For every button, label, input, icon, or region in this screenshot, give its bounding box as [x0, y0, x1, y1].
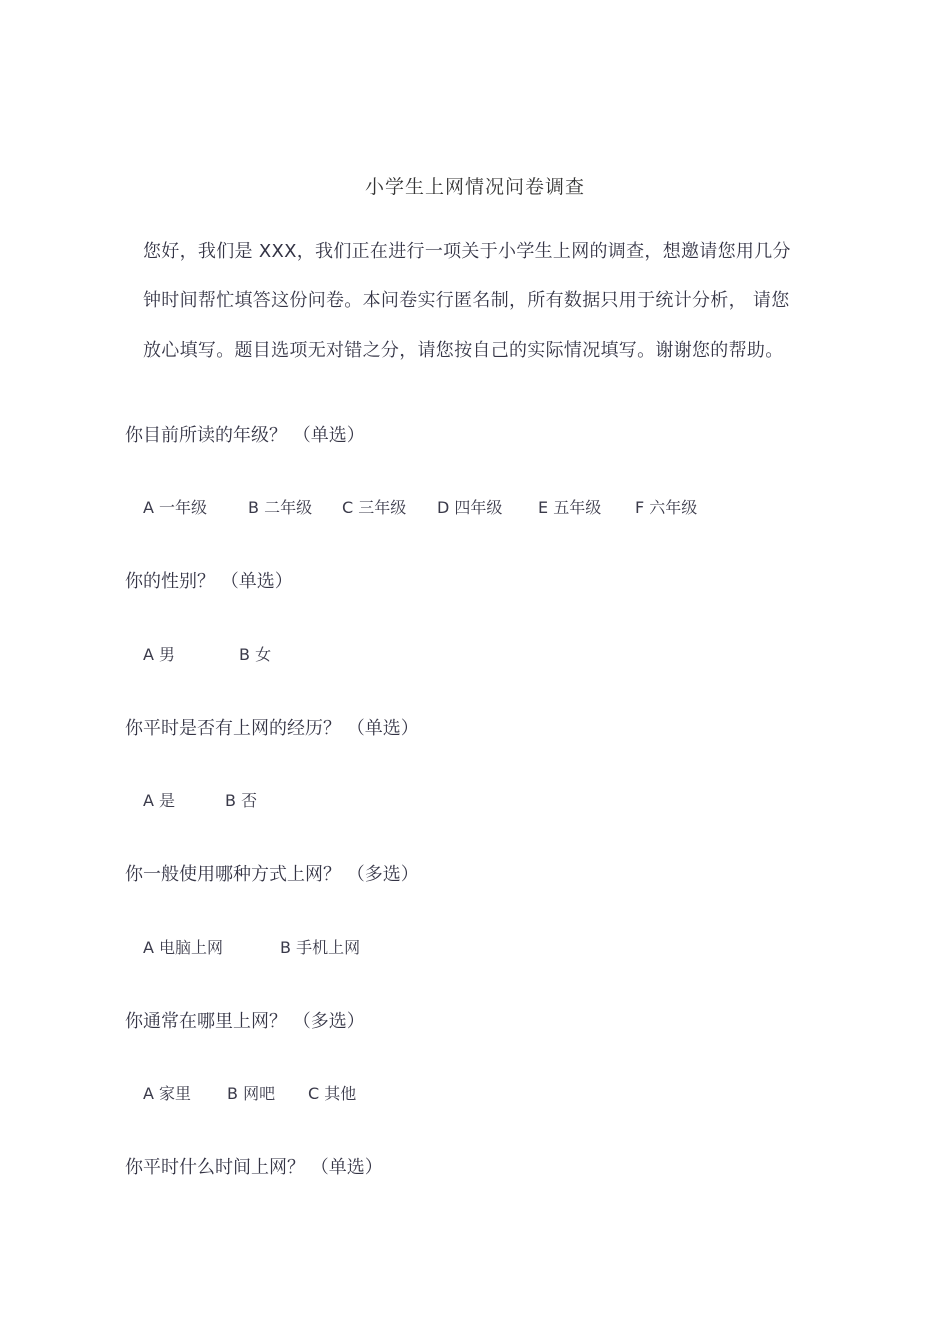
- question-method: 你一般使用哪种方式上网？ （多选）: [125, 864, 419, 885]
- intro-line: 放心填写。题目选项无对错之分，请您按自己的实际情况填写。谢谢您的帮助。: [143, 340, 784, 361]
- option-internet-cafe[interactable]: B 网吧: [227, 1084, 276, 1103]
- question-time: 你平时什么时间上网？ （单选）: [125, 1157, 383, 1178]
- page-title: 小学生上网情况问卷调查: [364, 176, 585, 198]
- intro-line: 钟时间帮忙填答这份问卷。本问卷实行匿名制，所有数据只用于统计分析， 请您: [143, 290, 790, 311]
- option-computer[interactable]: A 电脑上网: [143, 938, 224, 957]
- option-grade-4[interactable]: D 四年级: [437, 498, 503, 517]
- option-grade-3[interactable]: C 三年级: [342, 498, 407, 517]
- intro-line: 您好，我们是 XXX，我们正在进行一项关于小学生上网的调查，想邀请您用几分: [143, 241, 791, 262]
- option-grade-2[interactable]: B 二年级: [248, 498, 313, 517]
- option-no[interactable]: B 否: [225, 791, 258, 810]
- question-gender: 你的性别？ （单选）: [125, 571, 293, 592]
- option-grade-6[interactable]: F 六年级: [635, 498, 698, 517]
- option-phone[interactable]: B 手机上网: [280, 938, 361, 957]
- question-experience: 你平时是否有上网的经历？ （单选）: [125, 718, 419, 739]
- option-male[interactable]: A 男: [143, 645, 176, 664]
- option-other[interactable]: C 其他: [308, 1084, 357, 1103]
- option-female[interactable]: B 女: [239, 645, 272, 664]
- question-location: 你通常在哪里上网？ （多选）: [125, 1011, 365, 1032]
- question-grade: 你目前所读的年级？ （单选）: [125, 425, 365, 446]
- option-home[interactable]: A 家里: [143, 1084, 192, 1103]
- option-grade-1[interactable]: A 一年级: [143, 498, 208, 517]
- option-grade-5[interactable]: E 五年级: [538, 498, 602, 517]
- option-yes[interactable]: A 是: [143, 791, 176, 810]
